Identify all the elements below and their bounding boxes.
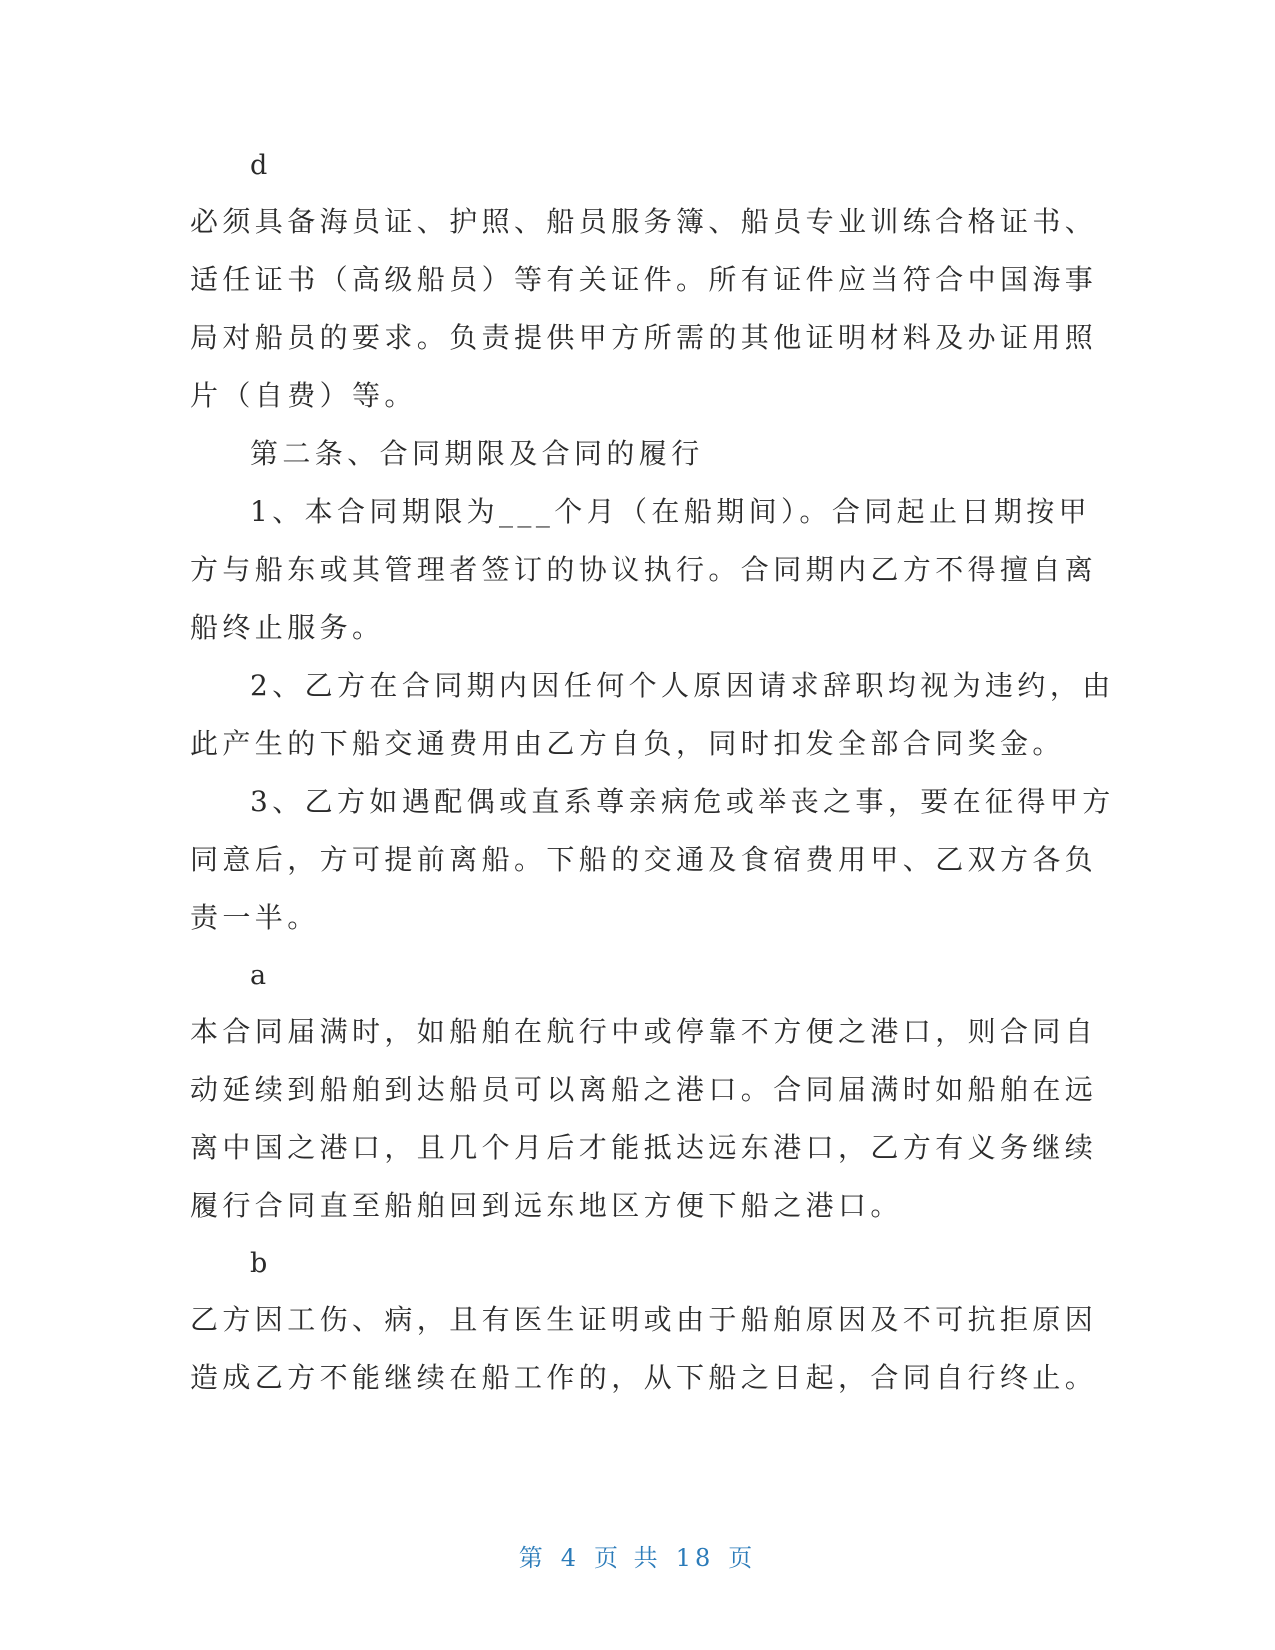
clause-2-line: 此产生的下船交通费用由乙方自负，同时扣发全部合同奖金。	[190, 727, 1065, 760]
clause-1-line: 方与船东或其管理者签订的协议执行。合同期内乙方不得擅自离	[190, 553, 1098, 586]
paragraph-line: 造成乙方不能继续在船工作的，从下船之日起，合同自行终止。	[190, 1361, 1098, 1394]
current-page-number: 4	[560, 1544, 581, 1572]
section-marker-a: a	[250, 960, 267, 991]
paragraph-line: 片（自费）等。	[190, 379, 417, 412]
article-heading: 第二条、合同期限及合同的履行	[250, 437, 704, 470]
clause-2-line: 2、乙方在合同期内因任何个人原因请求辞职均视为违约，由	[250, 669, 1115, 702]
page-footer	[0, 1538, 1275, 1573]
footer-middle: 页 共	[594, 1544, 662, 1572]
section-marker-b: b	[250, 1248, 268, 1279]
total-pages-number: 18	[675, 1544, 715, 1572]
paragraph-line: 必须具备海员证、护照、船员服务簿、船员专业训练合格证书、	[190, 205, 1098, 238]
paragraph-line: 履行合同直至船舶回到远东地区方便下船之港口。	[190, 1189, 903, 1222]
clause-3-line: 3、乙方如遇配偶或直系尊亲病危或举丧之事，要在征得甲方	[250, 785, 1115, 818]
paragraph-line: 乙方因工伤、病，且有医生证明或由于船舶原因及不可抗拒原因	[190, 1303, 1098, 1336]
paragraph-line: 适任证书（高级船员）等有关证件。所有证件应当符合中国海事	[190, 263, 1098, 296]
paragraph-line: 局对船员的要求。负责提供甲方所需的其他证明材料及办证用照	[190, 321, 1098, 354]
footer-suffix: 页	[728, 1544, 757, 1572]
clause-3-line: 同意后，方可提前离船。下船的交通及食宿费用甲、乙双方各负	[190, 843, 1098, 876]
clause-3-line: 责一半。	[190, 901, 320, 934]
paragraph-line: 动延续到船舶到达船员可以离船之港口。合同届满时如船舶在远	[190, 1073, 1098, 1106]
footer-prefix: 第	[518, 1544, 547, 1572]
section-marker-d: d	[250, 150, 268, 181]
paragraph-line: 本合同届满时，如船舶在航行中或停靠不方便之港口，则合同自	[190, 1015, 1098, 1048]
paragraph-line: 离中国之港口，且几个月后才能抵达远东港口，乙方有义务继续	[190, 1131, 1098, 1164]
clause-1-line: 1、本合同期限为___个月（在船期间）。合同起止日期按甲	[250, 495, 1092, 528]
clause-1-line: 船终止服务。	[190, 611, 385, 644]
